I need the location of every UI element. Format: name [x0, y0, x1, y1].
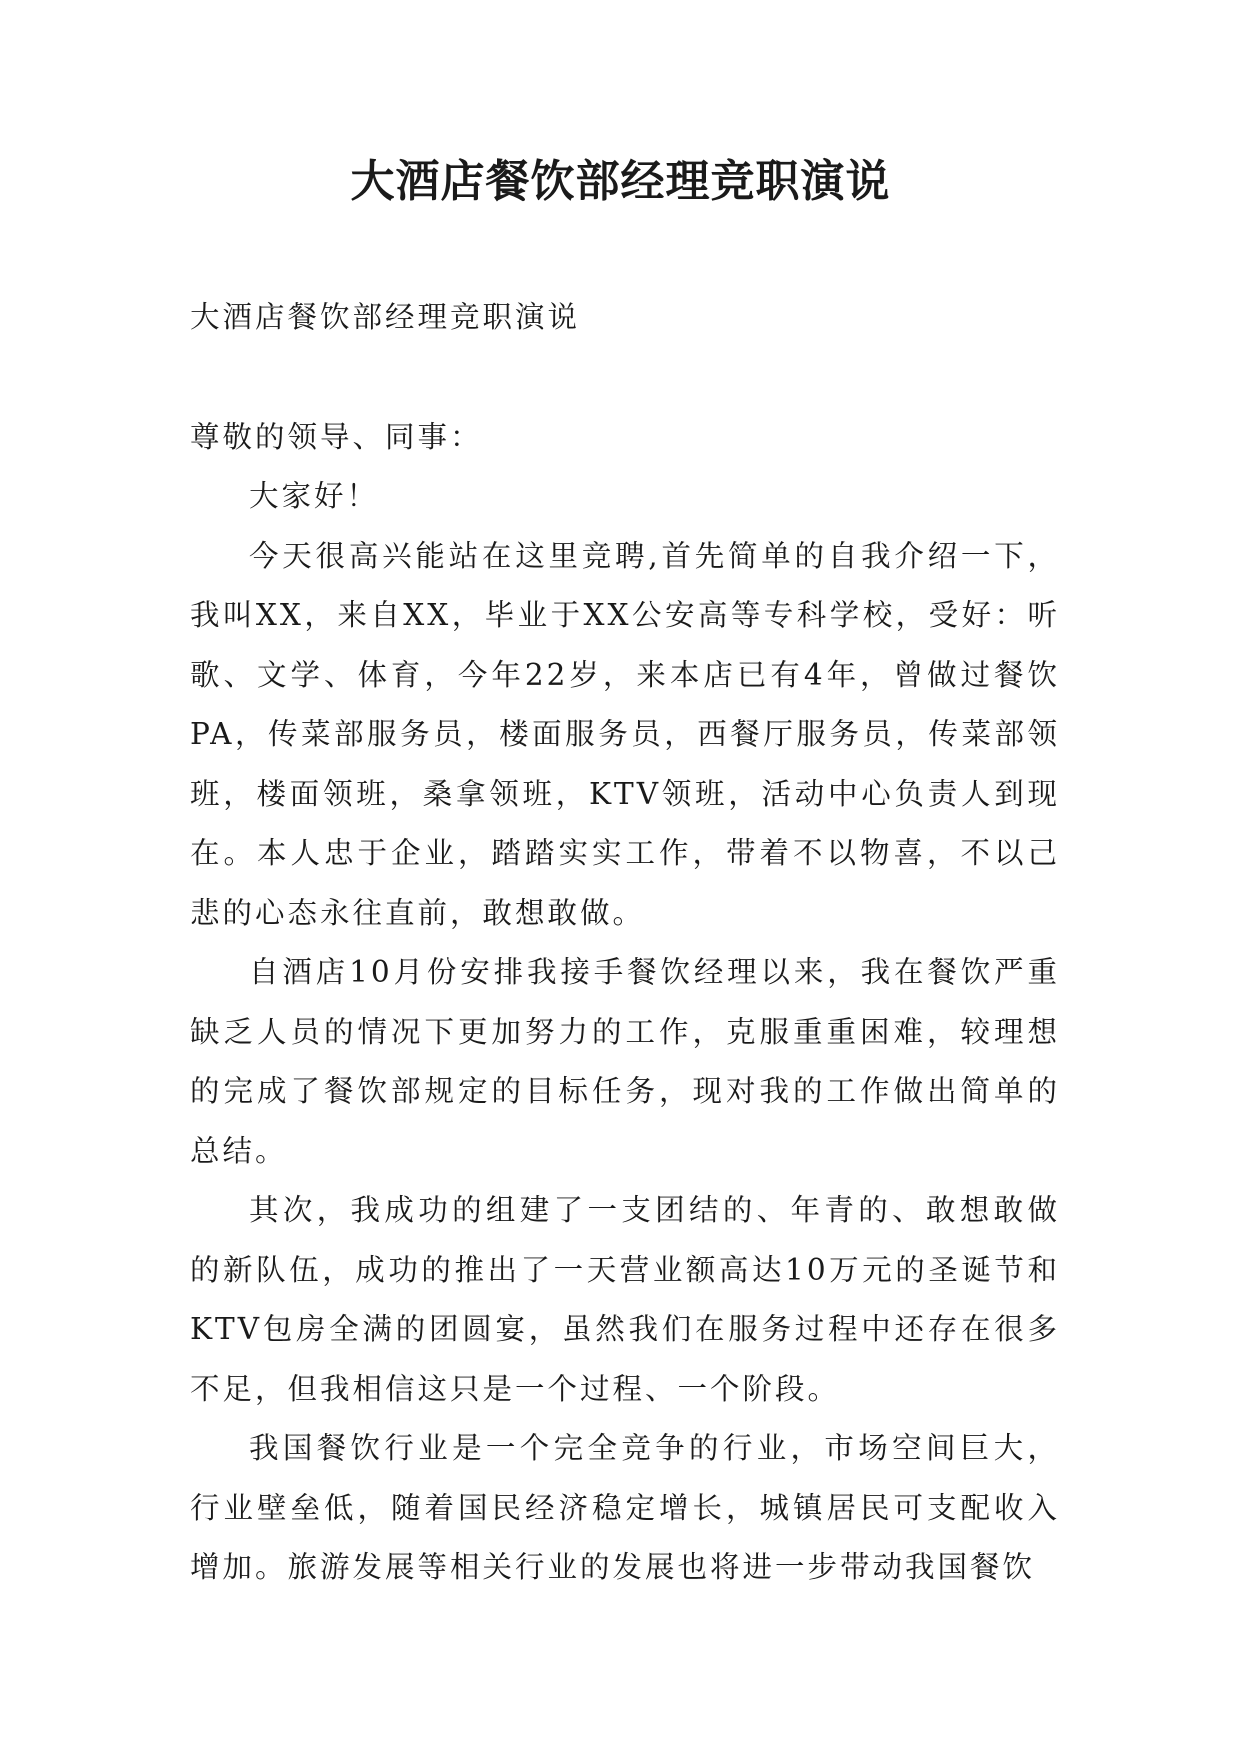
greeting: 大家好！ [249, 479, 380, 513]
document-body [190, 288, 1060, 1598]
paragraph-2: 自酒店10月份安排我接手餐饮经理以来，我在餐饮严重缺乏人员的情况下更加努力的工作，克服重重困难，较理想的完成了餐饮部规定的目标任务，现对我的工作做出简单的总结。 [190, 955, 1060, 1168]
paragraph-4: 我国餐饮行业是一个完全竞争的行业，市场空间巨大，行业壁垒低，随着国民经济稳定增长，城镇居民可支配收入增加。旅游发展等相关行业的发展也将进一步带动我国餐饮 [190, 1431, 1060, 1584]
document-title: 大酒店餐饮部经理竞职演说 [350, 156, 891, 207]
document-subtitle: 大酒店餐饮部经理竞职演说 [190, 300, 581, 334]
salutation: 尊敬的领导、同事： [190, 419, 483, 454]
paragraph-1: 今天很高兴能站在这里竞聘,首先简单的自我介绍一下，我叫XX，来自XX，毕业于XX公安高等专科学校，受好：听歌、文学、体育，今年22岁，来本店已有4年，曾做过餐饮PA，传菜部服务员，楼面服务员，西餐厅服务员，传菜部领班，楼面领班，桑拿领班，KTV领班，活动中心负责人到现在。本人忠于企业，踏踏实实工作，带着不以物喜，不以己悲的心态永往直前，敢想敢做。 [190, 538, 1060, 930]
paragraph-3: 其次，我成功的组建了一支团结的、年青的、敢想敢做的新队伍，成功的推出了一天营业额高达10万元的圣诞节和KTV包房全满的团圆宴，虽然我们在服务过程中还存在很多不足，但我相信这只是一个过程、一个阶段。 [190, 1193, 1060, 1406]
